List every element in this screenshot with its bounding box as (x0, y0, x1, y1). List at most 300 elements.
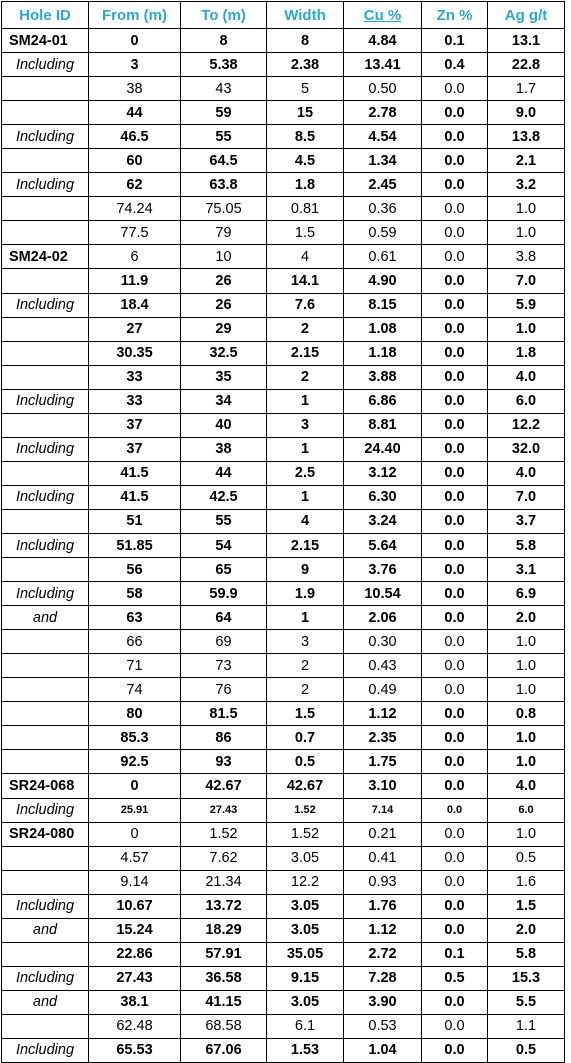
ag-cell: 15.3 (488, 966, 565, 990)
width-cell: 9 (267, 558, 344, 582)
table-row (2, 750, 565, 774)
to-cell: 32.5 (181, 341, 267, 365)
to-cell: 75.05 (181, 197, 267, 221)
to-cell: 67.06 (181, 1038, 267, 1062)
to-cell: 8 (181, 29, 267, 53)
from-cell: 51.85 (89, 533, 181, 557)
table-row (2, 630, 565, 654)
ag-cell: 5.5 (488, 990, 565, 1014)
width-cell: 2 (267, 678, 344, 702)
table-row (2, 389, 565, 413)
from-cell: 92.5 (89, 750, 181, 774)
hole-label-cell (2, 558, 89, 582)
cu-cell: 6.30 (344, 485, 422, 509)
hole-label-cell (2, 149, 89, 173)
hole-label-cell: Including (2, 485, 89, 509)
width-cell: 1 (267, 437, 344, 461)
ag-cell: 1.6 (488, 870, 565, 894)
width-cell: 7.6 (267, 293, 344, 317)
table-row (2, 293, 565, 317)
header-hole-id: Hole ID (2, 2, 89, 29)
header-to: To (m) (181, 2, 267, 29)
table-row (2, 101, 565, 125)
table-row (2, 702, 565, 726)
to-cell: 65 (181, 558, 267, 582)
cu-cell: 2.06 (344, 606, 422, 630)
header-row (2, 2, 565, 29)
to-cell: 13.72 (181, 894, 267, 918)
table-body (2, 29, 565, 1063)
from-cell: 85.3 (89, 726, 181, 750)
cu-cell: 1.75 (344, 750, 422, 774)
zn-cell: 0.1 (422, 29, 488, 53)
hole-label-cell: Including (2, 389, 89, 413)
hole-label-cell: Including (2, 966, 89, 990)
from-cell: 56 (89, 558, 181, 582)
cu-cell: 1.76 (344, 894, 422, 918)
from-cell: 33 (89, 389, 181, 413)
from-cell: 0 (89, 29, 181, 53)
table-row (2, 726, 565, 750)
cu-cell: 8.81 (344, 413, 422, 437)
width-cell: 1.9 (267, 582, 344, 606)
ag-cell: 1.0 (488, 654, 565, 678)
width-cell: 4 (267, 245, 344, 269)
zn-cell: 0.0 (422, 293, 488, 317)
hole-label-cell: Including (2, 437, 89, 461)
cu-cell: 0.93 (344, 870, 422, 894)
table-row (2, 413, 565, 437)
ag-cell: 2.0 (488, 606, 565, 630)
ag-cell: 9.0 (488, 101, 565, 125)
from-cell: 37 (89, 437, 181, 461)
hole-label-cell (2, 413, 89, 437)
to-cell: 21.34 (181, 870, 267, 894)
header-cu-label: Cu % (363, 6, 402, 24)
hole-label-cell (2, 654, 89, 678)
zn-cell: 0.0 (422, 750, 488, 774)
table-row (2, 1014, 565, 1038)
ag-cell: 6.9 (488, 582, 565, 606)
cu-cell: 2.72 (344, 942, 422, 966)
to-cell: 93 (181, 750, 267, 774)
ag-cell: 0.8 (488, 702, 565, 726)
table-row (2, 173, 565, 197)
table-row (2, 533, 565, 557)
cu-cell: 24.40 (344, 437, 422, 461)
table-row (2, 341, 565, 365)
hole-label-cell (2, 509, 89, 533)
table-row (2, 485, 565, 509)
ag-cell: 2.0 (488, 918, 565, 942)
hole-label-cell (2, 678, 89, 702)
width-cell: 4 (267, 509, 344, 533)
to-cell: 57.91 (181, 942, 267, 966)
cu-cell: 0.50 (344, 77, 422, 101)
hole-label-cell: Including (2, 125, 89, 149)
table-row (2, 197, 565, 221)
width-cell: 1.52 (267, 798, 344, 822)
to-cell: 42.5 (181, 485, 267, 509)
ag-cell: 6.0 (488, 798, 565, 822)
table-row (2, 990, 565, 1014)
cu-cell: 1.34 (344, 149, 422, 173)
zn-cell: 0.0 (422, 918, 488, 942)
to-cell: 64 (181, 606, 267, 630)
zn-cell: 0.0 (422, 341, 488, 365)
hole-label-cell (2, 1014, 89, 1038)
hole-label-cell (2, 317, 89, 341)
to-cell: 63.8 (181, 173, 267, 197)
hole-label-cell: and (2, 918, 89, 942)
from-cell: 74.24 (89, 197, 181, 221)
zn-cell: 0.0 (422, 558, 488, 582)
cu-cell: 8.15 (344, 293, 422, 317)
from-cell: 60 (89, 149, 181, 173)
cu-cell: 0.36 (344, 197, 422, 221)
header-cu (344, 2, 422, 29)
table-row (2, 654, 565, 678)
hole-label-cell: and (2, 990, 89, 1014)
cu-cell: 6.86 (344, 389, 422, 413)
table-row (2, 509, 565, 533)
width-cell: 2.5 (267, 461, 344, 485)
width-cell: 9.15 (267, 966, 344, 990)
ag-cell: 12.2 (488, 413, 565, 437)
ag-cell: 1.1 (488, 1014, 565, 1038)
from-cell: 51 (89, 509, 181, 533)
width-cell: 3.05 (267, 990, 344, 1014)
from-cell: 3 (89, 53, 181, 77)
to-cell: 5.38 (181, 53, 267, 77)
ag-cell: 1.7 (488, 77, 565, 101)
zn-cell: 0.0 (422, 990, 488, 1014)
from-cell: 22.86 (89, 942, 181, 966)
width-cell: 2.38 (267, 53, 344, 77)
to-cell: 36.58 (181, 966, 267, 990)
zn-cell: 0.5 (422, 966, 488, 990)
to-cell: 86 (181, 726, 267, 750)
cu-cell: 0.41 (344, 846, 422, 870)
ag-cell: 0.5 (488, 1038, 565, 1062)
from-cell: 15.24 (89, 918, 181, 942)
from-cell: 9.14 (89, 870, 181, 894)
cu-cell: 2.78 (344, 101, 422, 125)
ag-cell: 1.0 (488, 822, 565, 846)
width-cell: 2.15 (267, 533, 344, 557)
width-cell: 3.05 (267, 894, 344, 918)
to-cell: 10 (181, 245, 267, 269)
width-cell: 0.81 (267, 197, 344, 221)
ag-cell: 3.8 (488, 245, 565, 269)
hole-label-cell: Including (2, 173, 89, 197)
hole-label-cell (2, 221, 89, 245)
hole-label-cell (2, 702, 89, 726)
width-cell: 2 (267, 365, 344, 389)
to-cell: 55 (181, 125, 267, 149)
ag-cell: 6.0 (488, 389, 565, 413)
from-cell: 25.91 (89, 798, 181, 822)
zn-cell: 0.0 (422, 173, 488, 197)
from-cell: 4.57 (89, 846, 181, 870)
cu-cell: 1.12 (344, 702, 422, 726)
hole-label-cell: and (2, 606, 89, 630)
table-row (2, 365, 565, 389)
width-cell: 12.2 (267, 870, 344, 894)
ag-cell: 5.8 (488, 533, 565, 557)
ag-cell: 4.0 (488, 461, 565, 485)
zn-cell: 0.0 (422, 317, 488, 341)
to-cell: 35 (181, 365, 267, 389)
hole-label-cell: Including (2, 293, 89, 317)
to-cell: 79 (181, 221, 267, 245)
table-row (2, 149, 565, 173)
width-cell: 3.05 (267, 846, 344, 870)
ag-cell: 22.8 (488, 53, 565, 77)
hole-label-cell (2, 461, 89, 485)
from-cell: 0 (89, 774, 181, 798)
cu-cell: 3.24 (344, 509, 422, 533)
zn-cell: 0.0 (422, 582, 488, 606)
ag-cell: 7.0 (488, 485, 565, 509)
table-row (2, 317, 565, 341)
cu-cell: 0.21 (344, 822, 422, 846)
to-cell: 29 (181, 317, 267, 341)
hole-label-cell (2, 870, 89, 894)
width-cell: 1.8 (267, 173, 344, 197)
hole-label-cell (2, 341, 89, 365)
to-cell: 54 (181, 533, 267, 557)
zn-cell: 0.0 (422, 485, 488, 509)
from-cell: 27 (89, 317, 181, 341)
zn-cell: 0.0 (422, 509, 488, 533)
table-row (2, 822, 565, 846)
to-cell: 81.5 (181, 702, 267, 726)
ag-cell: 7.0 (488, 269, 565, 293)
hole-label-cell: Including (2, 53, 89, 77)
table-row (2, 53, 565, 77)
hole-label-cell: SR24-080 (2, 822, 89, 846)
to-cell: 59.9 (181, 582, 267, 606)
table-row (2, 774, 565, 798)
zn-cell: 0.0 (422, 822, 488, 846)
ag-cell: 1.8 (488, 341, 565, 365)
zn-cell: 0.4 (422, 53, 488, 77)
table-row (2, 894, 565, 918)
width-cell: 1 (267, 485, 344, 509)
to-cell: 18.29 (181, 918, 267, 942)
to-cell: 26 (181, 269, 267, 293)
header-width: Width (267, 2, 344, 29)
from-cell: 62 (89, 173, 181, 197)
to-cell: 76 (181, 678, 267, 702)
table-row (2, 918, 565, 942)
cu-cell: 3.88 (344, 365, 422, 389)
ag-cell: 1.0 (488, 750, 565, 774)
from-cell: 38.1 (89, 990, 181, 1014)
zn-cell: 0.0 (422, 149, 488, 173)
table-row (2, 678, 565, 702)
ag-cell: 5.9 (488, 293, 565, 317)
from-cell: 44 (89, 101, 181, 125)
zn-cell: 0.0 (422, 197, 488, 221)
zn-cell: 0.0 (422, 221, 488, 245)
header-from: From (m) (89, 2, 181, 29)
cu-cell: 7.28 (344, 966, 422, 990)
cu-cell: 2.45 (344, 173, 422, 197)
ag-cell: 1.0 (488, 221, 565, 245)
zn-cell: 0.0 (422, 77, 488, 101)
header-ag: Ag g/t (488, 2, 565, 29)
ag-cell: 4.0 (488, 365, 565, 389)
cu-cell: 10.54 (344, 582, 422, 606)
zn-cell: 0.1 (422, 942, 488, 966)
ag-cell: 32.0 (488, 437, 565, 461)
ag-cell: 1.5 (488, 894, 565, 918)
ag-cell: 4.0 (488, 774, 565, 798)
width-cell: 2 (267, 654, 344, 678)
zn-cell: 0.0 (422, 630, 488, 654)
ag-cell: 1.0 (488, 678, 565, 702)
width-cell: 3.05 (267, 918, 344, 942)
table-row (2, 606, 565, 630)
table-row (2, 582, 565, 606)
to-cell: 44 (181, 461, 267, 485)
hole-label-cell: SM24-02 (2, 245, 89, 269)
cu-cell: 2.35 (344, 726, 422, 750)
ag-cell: 3.1 (488, 558, 565, 582)
hole-label-cell: SM24-01 (2, 29, 89, 53)
zn-cell: 0.0 (422, 269, 488, 293)
to-cell: 41.15 (181, 990, 267, 1014)
ag-cell: 13.1 (488, 29, 565, 53)
from-cell: 18.4 (89, 293, 181, 317)
cu-cell: 4.90 (344, 269, 422, 293)
from-cell: 63 (89, 606, 181, 630)
zn-cell: 0.0 (422, 606, 488, 630)
table-row (2, 966, 565, 990)
cu-cell: 0.30 (344, 630, 422, 654)
hole-label-cell (2, 750, 89, 774)
zn-cell: 0.0 (422, 533, 488, 557)
width-cell: 6.1 (267, 1014, 344, 1038)
to-cell: 26 (181, 293, 267, 317)
width-cell: 42.67 (267, 774, 344, 798)
table-row (2, 461, 565, 485)
hole-label-cell (2, 77, 89, 101)
cu-cell: 13.41 (344, 53, 422, 77)
to-cell: 38 (181, 437, 267, 461)
zn-cell: 0.0 (422, 461, 488, 485)
cu-cell: 5.64 (344, 533, 422, 557)
table-row (2, 125, 565, 149)
table-row (2, 269, 565, 293)
width-cell: 0.5 (267, 750, 344, 774)
to-cell: 64.5 (181, 149, 267, 173)
cu-cell: 0.59 (344, 221, 422, 245)
hole-label-cell (2, 630, 89, 654)
cu-cell: 3.76 (344, 558, 422, 582)
width-cell: 4.5 (267, 149, 344, 173)
zn-cell: 0.0 (422, 678, 488, 702)
from-cell: 10.67 (89, 894, 181, 918)
from-cell: 27.43 (89, 966, 181, 990)
hole-label-cell (2, 101, 89, 125)
table-row (2, 245, 565, 269)
hole-label-cell (2, 197, 89, 221)
hole-label-cell: Including (2, 582, 89, 606)
width-cell: 14.1 (267, 269, 344, 293)
from-cell: 71 (89, 654, 181, 678)
zn-cell: 0.0 (422, 437, 488, 461)
to-cell: 55 (181, 509, 267, 533)
hole-label-cell: SR24-068 (2, 774, 89, 798)
from-cell: 41.5 (89, 461, 181, 485)
to-cell: 1.52 (181, 822, 267, 846)
table-row (2, 942, 565, 966)
ag-cell: 5.8 (488, 942, 565, 966)
table-row (2, 221, 565, 245)
cu-cell: 3.90 (344, 990, 422, 1014)
hole-label-cell: Including (2, 533, 89, 557)
zn-cell: 0.0 (422, 245, 488, 269)
hole-label-cell: Including (2, 798, 89, 822)
width-cell: 1.5 (267, 221, 344, 245)
width-cell: 1.52 (267, 822, 344, 846)
from-cell: 62.48 (89, 1014, 181, 1038)
hole-label-cell (2, 726, 89, 750)
zn-cell: 0.0 (422, 413, 488, 437)
ag-cell: 1.0 (488, 317, 565, 341)
table-row (2, 1038, 565, 1062)
cu-cell: 3.10 (344, 774, 422, 798)
ag-cell: 2.1 (488, 149, 565, 173)
width-cell: 3 (267, 413, 344, 437)
table-row (2, 437, 565, 461)
cu-cell: 4.54 (344, 125, 422, 149)
to-cell: 43 (181, 77, 267, 101)
zn-cell: 0.0 (422, 101, 488, 125)
width-cell: 5 (267, 77, 344, 101)
cu-cell: 0.43 (344, 654, 422, 678)
from-cell: 65.53 (89, 1038, 181, 1062)
from-cell: 33 (89, 365, 181, 389)
hole-label-cell (2, 846, 89, 870)
assay-table (1, 1, 565, 1063)
to-cell: 34 (181, 389, 267, 413)
to-cell: 69 (181, 630, 267, 654)
from-cell: 66 (89, 630, 181, 654)
width-cell: 2.15 (267, 341, 344, 365)
to-cell: 27.43 (181, 798, 267, 822)
table-row (2, 798, 565, 822)
cu-cell: 3.12 (344, 461, 422, 485)
table-row (2, 77, 565, 101)
from-cell: 37 (89, 413, 181, 437)
hole-label-cell: Including (2, 894, 89, 918)
from-cell: 38 (89, 77, 181, 101)
hole-label-cell: Including (2, 1038, 89, 1062)
to-cell: 73 (181, 654, 267, 678)
to-cell: 42.67 (181, 774, 267, 798)
ag-cell: 0.5 (488, 846, 565, 870)
width-cell: 3 (267, 630, 344, 654)
cu-cell: 7.14 (344, 798, 422, 822)
width-cell: 0.7 (267, 726, 344, 750)
table-row (2, 870, 565, 894)
from-cell: 46.5 (89, 125, 181, 149)
zn-cell: 0.0 (422, 726, 488, 750)
